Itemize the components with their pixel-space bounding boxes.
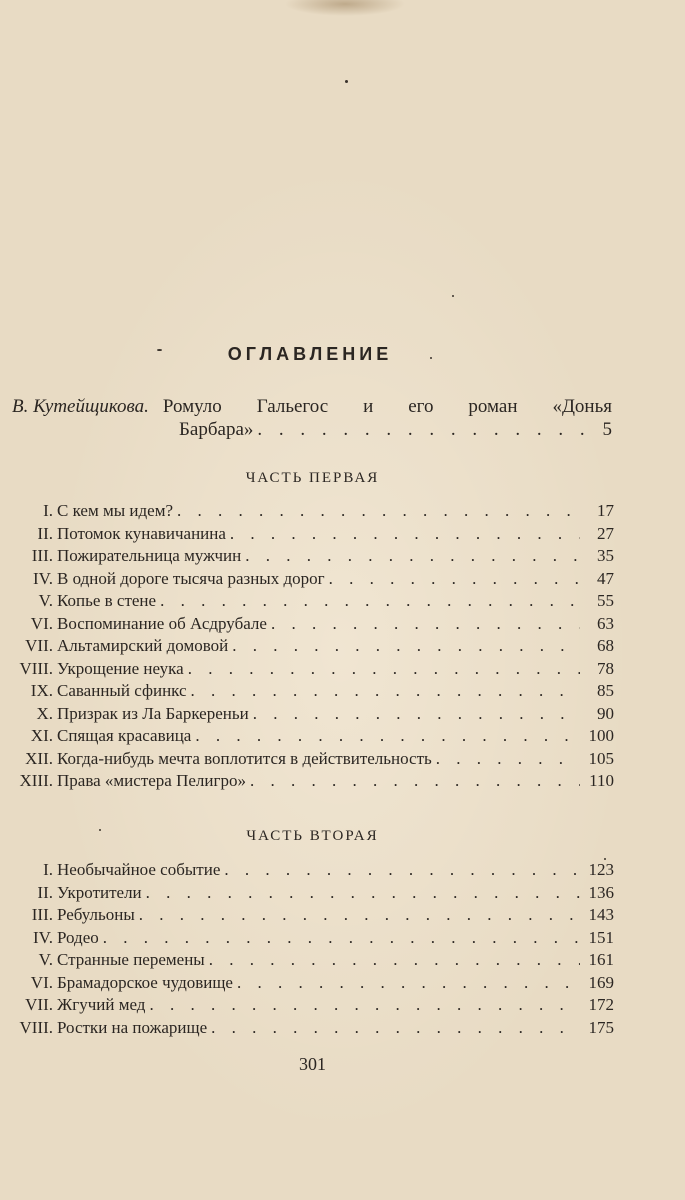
- chapter-title: Права «мистера Пелигро»: [57, 771, 246, 790]
- toc-heading: ОГЛАВЛЕНИЕ: [227, 344, 393, 364]
- chapter-page: 169: [588, 972, 614, 992]
- chapter-page: 90: [597, 703, 614, 723]
- chapter-number: I.: [43, 501, 53, 520]
- part1-label: ЧАСТЬ ПЕРВАЯ: [245, 470, 380, 486]
- leader-dots: [160, 591, 580, 611]
- chapter-number: IV.: [33, 927, 53, 947]
- chapter-row: [8, 636, 614, 659]
- chapter-title: Укротители: [57, 882, 142, 902]
- leader-dots: [237, 973, 580, 993]
- leader-dots: [191, 681, 580, 701]
- chapter-title: Необычайное событие: [57, 860, 221, 879]
- chapter-page: 136: [588, 882, 614, 902]
- leader-dots: [188, 659, 580, 679]
- chapter-row: [8, 681, 614, 704]
- chapter-title: Брамадорское чудовище: [57, 972, 233, 992]
- chapter-row: [8, 905, 614, 928]
- chapter-row: [8, 749, 614, 772]
- chapter-row: [8, 659, 614, 682]
- leader-dots: [253, 704, 580, 724]
- chapter-number: VII.: [25, 636, 53, 655]
- chapter-title: Альтамирский домовой: [57, 636, 229, 655]
- chapter-row: [8, 726, 614, 749]
- chapter-row: [8, 928, 614, 951]
- chapter-title: Ребульоны: [57, 905, 135, 924]
- part2-label: ЧАСТЬ ВТОРАЯ: [246, 828, 379, 844]
- chapter-row: [8, 950, 614, 973]
- intro-line-2: [179, 418, 612, 441]
- chapter-number: III.: [31, 905, 53, 924]
- chapter-number: XI.: [30, 726, 53, 745]
- leader-dots: [211, 1018, 580, 1038]
- chapter-number: X.: [36, 703, 53, 723]
- chapter-title: Ростки на пожарище: [57, 1017, 208, 1037]
- chapter-page: 47: [597, 568, 614, 588]
- chapter-page: 123: [588, 860, 614, 879]
- chapter-number: II.: [37, 882, 53, 902]
- chapter-number: VIII.: [19, 658, 53, 678]
- leader-dots: [209, 950, 580, 970]
- chapter-page: 78: [597, 658, 614, 678]
- leader-dots: [436, 749, 580, 769]
- chapter-number: VI.: [30, 613, 53, 633]
- part1-chapter-list: [8, 501, 614, 794]
- page-number: 301: [299, 1054, 326, 1074]
- leader-dots: [232, 636, 580, 656]
- intro-title-line2: Барбара»: [179, 419, 254, 440]
- chapter-row: [8, 569, 614, 592]
- chapter-number: IX.: [30, 681, 53, 700]
- chapter-page: 55: [597, 591, 614, 610]
- chapter-number: VII.: [25, 995, 53, 1014]
- chapter-number: VIII.: [19, 1017, 53, 1037]
- leader-dots: [245, 546, 580, 566]
- chapter-number: IV.: [33, 568, 53, 588]
- leader-dots: [257, 418, 598, 441]
- chapter-title: Пожирательница мужчин: [57, 546, 242, 565]
- chapter-page: 172: [588, 995, 614, 1014]
- chapter-title: Копье в стене: [57, 591, 157, 610]
- leader-dots: [224, 860, 580, 880]
- chapter-page: 17: [597, 501, 614, 520]
- chapter-title: Спящая красавица: [57, 726, 192, 745]
- chapter-number: I.: [43, 860, 53, 879]
- chapter-title: Укрощение неука: [57, 658, 184, 678]
- chapter-page: 63: [597, 613, 614, 633]
- chapter-row: [8, 973, 614, 996]
- chapter-row: [8, 614, 614, 637]
- leader-dots: [177, 501, 580, 521]
- leader-dots: [146, 883, 580, 903]
- leader-dots: [139, 905, 580, 925]
- intro-page: 5: [602, 419, 612, 440]
- chapter-title: Когда-нибудь мечта воплотится в действительность: [57, 748, 432, 768]
- leader-dots: [230, 524, 580, 544]
- chapter-row: [8, 1018, 614, 1041]
- chapter-row: [8, 883, 614, 906]
- part2-chapter-list: [8, 860, 614, 1040]
- chapter-page: 161: [588, 950, 614, 969]
- leader-dots: [149, 995, 580, 1015]
- chapter-number: V.: [38, 591, 53, 610]
- chapter-number: XII.: [25, 748, 53, 768]
- chapter-title: Потомок кунавичанина: [57, 523, 226, 543]
- intro-line-1: [12, 395, 612, 418]
- chapter-title: Призрак из Ла Баркереньи: [57, 703, 249, 723]
- chapter-row: [8, 995, 614, 1018]
- chapter-row: [8, 524, 614, 547]
- ink-speck: [452, 295, 454, 297]
- intro-entry: [12, 395, 612, 441]
- intro-author: В. Кутейщикова.: [12, 396, 149, 417]
- chapter-page: 143: [588, 905, 614, 924]
- chapter-title: С кем мы идем?: [57, 501, 174, 520]
- chapter-title: Родео: [57, 927, 99, 947]
- chapter-page: 175: [588, 1017, 614, 1037]
- chapter-page: 151: [588, 927, 614, 947]
- chapter-page: 35: [597, 546, 614, 565]
- chapter-page: 68: [597, 636, 614, 655]
- chapter-title: В одной дороге тысяча разных дорог: [57, 568, 325, 588]
- ink-speck: [345, 80, 348, 83]
- chapter-number: II.: [37, 523, 53, 543]
- chapter-page: 85: [597, 681, 614, 700]
- chapter-page: 27: [597, 523, 614, 543]
- intro-title-line1: Ромуло Гальегос и его роман «Донья: [162, 396, 612, 417]
- chapter-page: 100: [588, 726, 614, 745]
- leader-dots: [271, 614, 580, 634]
- chapter-title: Странные перемены: [57, 950, 205, 969]
- chapter-row: [8, 771, 614, 794]
- chapter-page: 105: [588, 748, 614, 768]
- leader-dots: [329, 569, 580, 589]
- chapter-row: [8, 704, 614, 727]
- leader-dots: [103, 928, 580, 948]
- chapter-page: 110: [589, 771, 614, 790]
- chapter-number: III.: [31, 546, 53, 565]
- chapter-title: Жгучий мед: [57, 995, 146, 1014]
- chapter-row: [8, 591, 614, 614]
- chapter-row: [8, 860, 614, 883]
- chapter-number: V.: [38, 950, 53, 969]
- leader-dots: [195, 726, 580, 746]
- leader-dots: [250, 771, 580, 791]
- chapter-title: Воспоминание об Асдрубале: [57, 613, 267, 633]
- chapter-row: [8, 546, 614, 569]
- chapter-title: Саванный сфинкс: [57, 681, 187, 700]
- chapter-number: VI.: [30, 972, 53, 992]
- chapter-row: [8, 501, 614, 524]
- chapter-number: XIII.: [19, 771, 53, 790]
